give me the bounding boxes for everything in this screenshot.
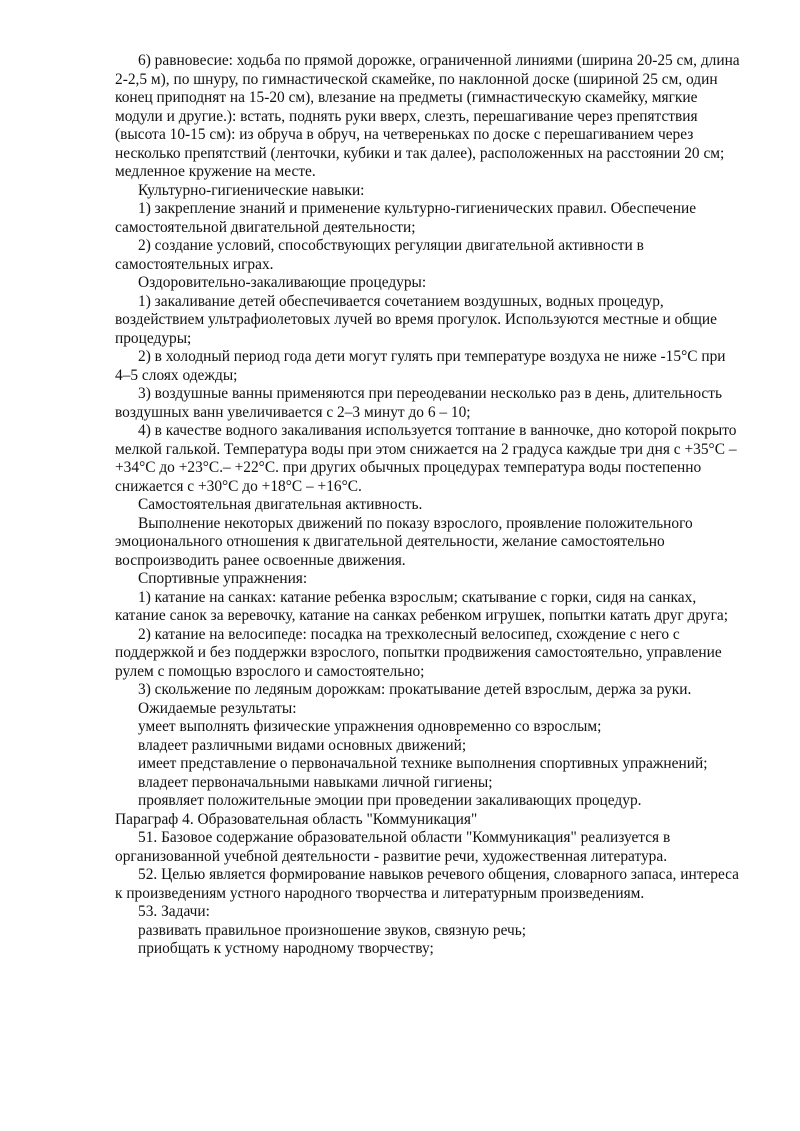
paragraph-53: 53. Задачи: bbox=[138, 903, 210, 920]
paragraph-hardening-heading: Оздоровительно-закаливающие процедуры: bbox=[138, 274, 427, 291]
paragraph-hardening-2: 2) в холодный период года дети могут гулять при температуре воздуха не ниже -15°С при 4–5 слоях одежды; bbox=[115, 348, 726, 384]
paragraph-task-2: приобщать к устному народному творчеству; bbox=[138, 940, 434, 957]
paragraph-sports-heading: Спортивные упражнения: bbox=[138, 570, 308, 587]
paragraph-independent-activity: Выполнение некоторых движений по показу взрослого, проявление положительного эмоционального отношения к двигательной деятельности, желание самостоятельно воспроизводить ранее освоенные движения. bbox=[115, 514, 693, 569]
paragraph-sports-2: 2) катание на велосипеде: посадка на трехколесный велосипед, схождение с него с поддержкой и без поддержки взрослого, попытки продвижения самостоятельно, управление рулем с помощью взрослого и самостоятельно; bbox=[115, 625, 722, 680]
paragraph-hygiene-1: 1) закрепление знаний и применение культурно-гигиенических правил. Обеспечение самостоятельной двигательной деятельности; bbox=[115, 200, 697, 236]
paragraph-hardening-1: 1) закаливание детей обеспечивается сочетанием воздушных, водных процедур, воздействием ультрафиолетовых лучей во время прогулок. Используются местные и общие процедуры; bbox=[115, 292, 717, 347]
paragraph-result-4: владеет первоначальными навыками личной гигиены; bbox=[138, 773, 493, 791]
section-heading-communication: Параграф 4. Образовательная область "Коммуникация" bbox=[115, 810, 478, 828]
paragraph-result-2: владеет различными видами основных движений; bbox=[138, 736, 467, 754]
paragraph-52: 52. Целью является формирование навыков речевого общения, словарного запаса, интереса к произведениям устного народного творчества и литературным произведениям. bbox=[115, 866, 740, 902]
paragraph-results-heading: Ожидаемые результаты: bbox=[138, 699, 297, 717]
paragraph-hygiene-2: 2) создание условий, способствующих регуляции двигательной активности в самостоятельных играх. bbox=[115, 237, 644, 273]
paragraph-task-1: развивать правильное произношение звуков, связную речь; bbox=[138, 921, 527, 939]
paragraph-sports-3: 3) скольжение по ледяным дорожкам: прокатывание детей взрослым, держа за руки. bbox=[138, 681, 692, 698]
paragraph-balance: 6) равновесие: ходьба по прямой дорожке, ограниченной линиями (ширина 20-25 см, длина 2-2,5 м), по шнуру, по гимнастической скамейке, по наклонной доске (шириной 25 см, один конец приподнят на 15-20 см), влезание на предметы (гимнастическую скамейку, мягкие модули и другие.): встать, поднять руки вверх, слезть, перешагивание через препятствия (высота 10-15 см): из обруча в обруч, на четвереньках по доске с перешагиванием через несколько препятствий (ленточки, кубики и так далее), расположенных на расстоянии 20 см; медленное кружение на месте. bbox=[115, 52, 740, 180]
paragraph-result-3: имеет представление о первоначальной технике выполнения спортивных упражнений; bbox=[138, 755, 708, 772]
paragraph-result-5: проявляет положительные эмоции при проведении закаливающих процедур. bbox=[138, 792, 642, 809]
paragraph-independent-activity-heading: Самостоятельная двигательная активность. bbox=[138, 496, 423, 513]
document-page bbox=[115, 52, 743, 959]
paragraph-hardening-3: 3) воздушные ванны применяются при переодевании несколько раз в день, длительность воздушных ванн увеличивается с 2–3 минут до 6 – 10; bbox=[115, 385, 722, 421]
paragraph-sports-1: 1) катание на санках: катание ребенка взрослым; скатывание с горки, сидя на санках, катание санок за веревочку, катание на санках ребенком игрушек, попытки катать друг друга; bbox=[115, 588, 728, 624]
paragraph-hardening-4: 4) в качестве водного закаливания используется топтание в ванночке, дно которой покрыто мелкой галькой. Температура воды при этом снижается на 2 градуса каждые три дня с +35°С – +34°С до +23°С.– +22°С. при других обычных процедурах температура воды постепенно снижается с +30°С до +18°С – +16°С. bbox=[115, 422, 737, 495]
paragraph-result-1: умеет выполнять физические упражнения одновременно со взрослым; bbox=[138, 718, 602, 735]
paragraph-hygiene-heading: Культурно-гигиенические навыки: bbox=[138, 181, 365, 199]
paragraph-51: 51. Базовое содержание образовательной области "Коммуникация" реализуется в организованной учебной деятельности - развитие речи, художественная литература. bbox=[115, 829, 671, 865]
